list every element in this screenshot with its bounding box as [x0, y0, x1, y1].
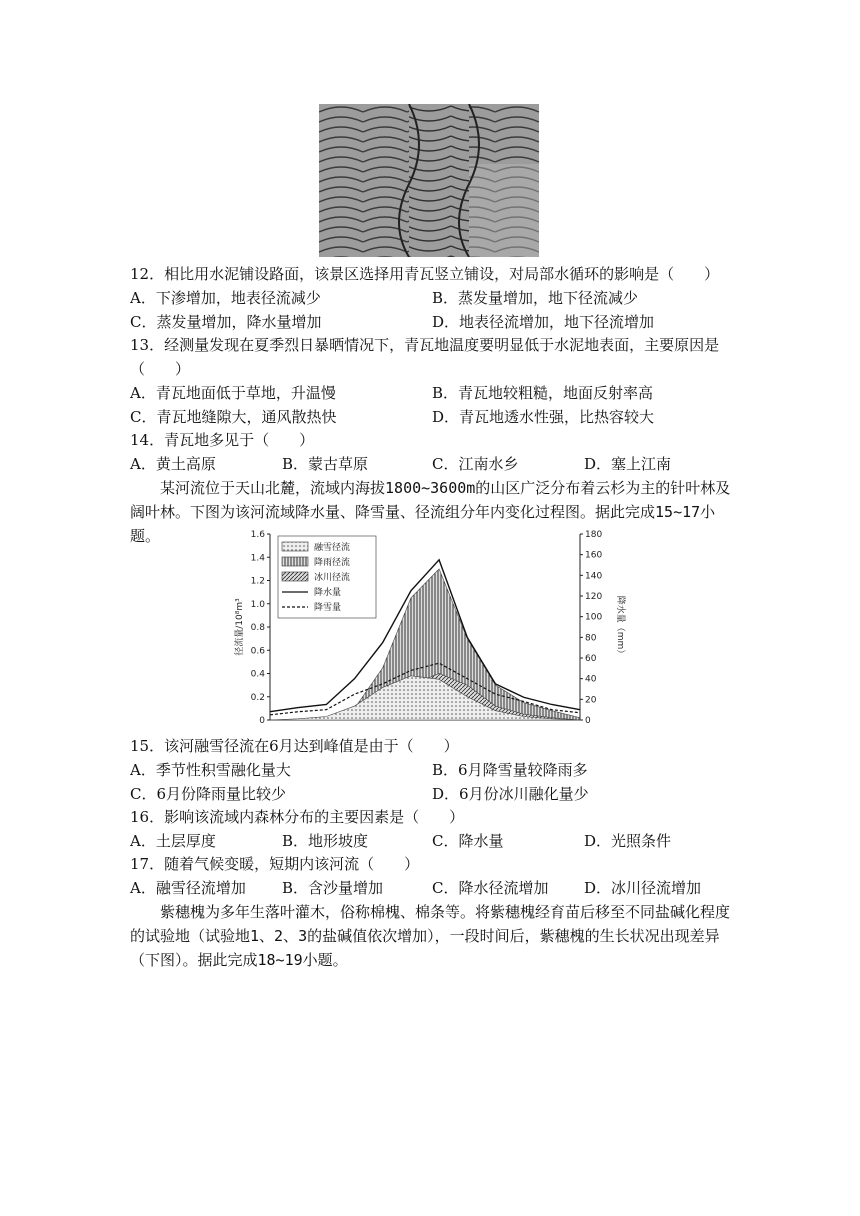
legend-swatch: [282, 542, 308, 551]
q16-stem: 16．影响该流域内森林分布的主要因素是（ ）: [130, 808, 465, 826]
q15-option-d: D．6月份冰川融化量少: [432, 785, 589, 803]
runoff-precipitation-chart: [206, 528, 654, 728]
legend-label: 降雨径流: [314, 558, 351, 568]
y-right-tick-label: 160: [585, 550, 603, 561]
legend-swatch: [282, 572, 308, 581]
y-left-tick-label: 0.8: [250, 623, 265, 633]
y-right-tick-label: 60: [585, 654, 597, 664]
y-right-tick-label: 20: [585, 695, 597, 706]
y-left-tick-label: 1.6: [250, 530, 265, 540]
legend-label: 融雪径流: [314, 543, 351, 553]
q17-stem: 17．随着气候变暖，短期内该河流（ ）: [130, 855, 420, 873]
q13-stem: 13．经测量发现在夏季烈日暴晒情况下，青瓦地温度要明显低于水泥地表面，主要原因是: [130, 336, 720, 354]
q16-option-d: D．光照条件: [584, 832, 672, 850]
q12-stem: 12．相比用水泥铺设路面，该景区选择用青瓦竖立铺设，对局部水循环的影响是（ ）: [130, 265, 720, 283]
q13-option-d: D．青瓦地透水性强，比热容较大: [432, 408, 655, 426]
q13-option-b: B．青瓦地较粗糙，地面反射率高: [432, 384, 654, 402]
q12-option-a: A．下渗增加，地表径流减少: [130, 289, 321, 307]
q14-option-b: B．蒙古草原: [282, 455, 369, 473]
y-left-tick-label: 1.4: [250, 553, 265, 564]
y-left-tick-label: 0.4: [250, 669, 265, 680]
legend-swatch: [282, 557, 308, 566]
y-right-tick-label: 0: [585, 716, 591, 726]
y-left-tick-label: 1.0: [250, 599, 265, 610]
legend-label: 冰川径流: [314, 573, 351, 583]
y-left-tick-label: 0.2: [250, 692, 265, 703]
q16-option-a: A．土层厚度: [130, 832, 216, 850]
y-right-tick-label: 120: [585, 592, 603, 602]
y-right-tick-label: 180: [585, 530, 603, 540]
y-right-tick-label: 80: [585, 633, 597, 644]
q14-option-c: C．江南水乡: [432, 455, 519, 473]
y-axis-left-label: 径流量/10⁸m³: [235, 598, 245, 656]
y-right-tick-label: 40: [585, 674, 597, 685]
q13-option-a: A．青瓦地面低于草地，升温慢: [130, 384, 336, 402]
q14-option-a: A．黄土高原: [130, 455, 216, 473]
q17-option-d: D．冰川径流增加: [584, 879, 702, 897]
q14-option-d: D．塞上江南: [584, 455, 672, 473]
y-axis-right-label: 降水量（mm）: [615, 595, 625, 659]
q15-option-b: B．6月降雪量较降雨多: [432, 761, 588, 779]
q17-option-b: B．含沙量增加: [282, 879, 384, 897]
q13-stem-cont: （ ）: [130, 360, 191, 378]
y-left-tick-label: 0.6: [250, 646, 265, 657]
q12-option-b: B．蒸发量增加，地下径流减少: [432, 289, 639, 307]
legend-label: 降水量: [314, 588, 342, 598]
q13-option-c: C．青瓦地缝隙大，通风散热快: [130, 408, 337, 426]
y-left-tick-label: 1.2: [250, 576, 265, 587]
q16-option-b: B．地形坡度: [282, 832, 369, 850]
legend-label: 降雪量: [314, 603, 342, 613]
y-right-tick-label: 100: [585, 612, 603, 623]
y-left-tick-label: 0: [259, 716, 265, 726]
q14-stem: 14．青瓦地多见于（ ）: [130, 431, 315, 449]
q12-option-d: D．地表径流增加，地下径流增加: [432, 313, 655, 331]
q15-option-c: C．6月份降雨量比较少: [130, 785, 287, 803]
q17-option-a: A．融雪径流增加: [130, 879, 246, 897]
y-right-tick-label: 140: [585, 571, 603, 582]
passage-amorpha: 紫穗槐为多年生落叶灌木，俗称棉槐、棉条等。将紫穗槐经育苗后移至不同盐碱化程度的试验地（试验地1、2、3的盐碱值依次增加），一段时间后，紫穗槐的生长状况出现差异（下图）。据此完成18~19小题。: [130, 903, 731, 969]
q12-option-c: C．蒸发量增加，降水量增加: [130, 313, 322, 331]
tile-paving-photo: [319, 104, 539, 257]
q15-option-a: A．季节性积雪融化量大: [130, 761, 291, 779]
q17-option-c: C．降水径流增加: [432, 879, 549, 897]
passage-tianshan-river: 某河流位于天山北麓，流域内海拔1800~3600m的山区广泛分布着云杉为主的针叶林及阔叶林。下图为该河流域降水量、降雪量、径流组分年内变化过程图。据此完成15~17小题。: [130, 479, 731, 545]
q15-stem: 15．该河融雪径流在6月达到峰值是由于（ ）: [130, 737, 459, 755]
q16-option-c: C．降水量: [432, 832, 504, 850]
